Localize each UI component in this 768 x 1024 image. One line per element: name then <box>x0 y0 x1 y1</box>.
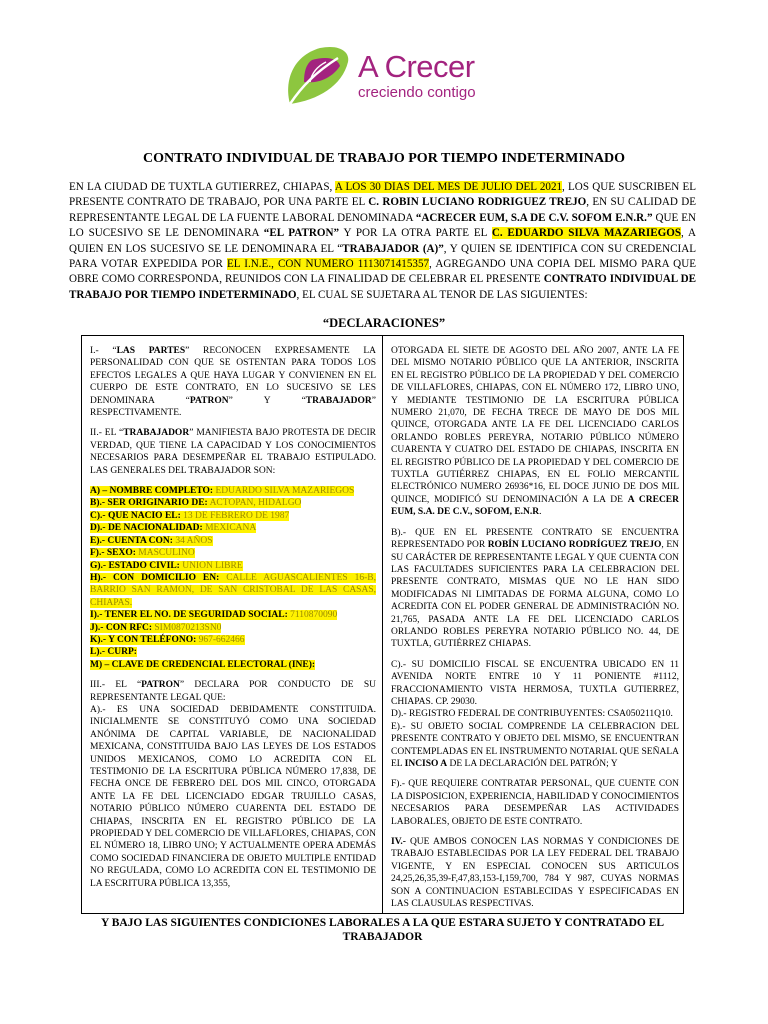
text: ” MANIFIESTA BAJO PROTESTA DE DECIR VERDAD, QUE TIENE LA CAPACIDAD Y LOS CONOCIMIENTOS NECESARIOS PARA DESEMPEÑAR EL TRABAJO ESTIPULADO. LAS GENERALES DEL TRABAJADOR SON: <box>90 428 376 476</box>
employee-general-item <box>90 572 376 609</box>
general-value: EDUARDO SILVA MAZARIEGOS <box>213 486 355 497</box>
contract-type: CONTRATO INDIVIDUAL DE TRABAJO POR TIEMPO INDETERMINADO <box>69 273 696 301</box>
text: OTORGADA EL SIETE DE AGOSTO DEL AÑO 2007, ANTE LA FE DEL MISMO NOTARIO PÚBLICO QUE LA ANTERIOR, INSCRITA EN EL REGISTRO PÚBLICO DE LA PROPIEDAD Y DEL COMERCIO DE VILLAFLORES, CHIAPAS, CON EL NÚMERO 172, LIBRO UNO, Y MEDIANTE TESTIMONIO DE LA ESCRITURA PÚBLICA NUMERO 21,070, DE FECHA TRECE DE MAYO DE DOS MIL QUINCE, OTORGADA ANTE LA FE DEL LICENCIADO CARLOS ORLANDO ROBLES PEREYRA, NOTARIO PÚBLICO NÚMERO CUARENTA Y CUATRO DEL ESTADO DE CHIAPAS, INSCRITA EN EL REGISTRO PÚBLICO DE LA PROPIEDAD Y DEL COMERCIO DE TUXTLA GUTIÉRREZ CHIAPAS, EN EL FOLIO MERCANTIL ELECTRÓNICO NUMERO 26936*16, EL DOCE JUNIO DE DOS MIL QUINCE, MODIFICÓ SU DENOMINACIÓN A LA DE <box>391 346 679 505</box>
general-label: J).- CON RFC: <box>90 622 153 633</box>
declarations-right-column <box>383 336 685 913</box>
employee-general-item <box>90 485 376 497</box>
text: A).- ES UNA SOCIEDAD DEBIDAMENTE CONSTITUIDA. INICIALMENTE SE CONSTITUYÓ COMO UNA SOCIEDAD ANÓNIMA DE CAPITAL VARIABLE, DE NACIONALIDAD MEXICANA, CONSTITUIDA BAJO LAS LEYES DE LOS ESTADOS UNIDOS MEXICANOS, COMO LO ACREDITA CON EL TESTIMONIO DE LA ESCRITURA PÚBLICA NÚMERO 17,838, DE FECHA ONCE DE FEBRERO DEL DOS MIL CINCO, OTORGADA ANTE LA FE DEL LICENCIADO EDGAR TRUJILLO CASAS, NOTARIO PÚBLICO NÚMERO CUARENTA DEL ESTADO DE CHIAPAS, INSCRITA EN EL REGISTRO PÚBLICO DE LA PROPIEDAD Y DEL COMERCIO DE VILLAFLORES, CHIAPAS, CON EL NÚMERO 18, LIBRO UNO; Y ACTUALMENTE OPERA ADEMÁS COMO SOCIEDAD FINANCIERA DE OBJETO MULTIPLE ENTIDAD NO REGULADA, COMO LO ACREDITA CON EL TESTIMONIO DE LA ESCRITURA PÚBLICA 13,355, <box>90 704 376 889</box>
text: II.- EL “ <box>90 428 124 439</box>
text: B).- QUE EN EL PRESENTE CONTRATO SE ENCUENTRA REPRESENTADO POR <box>391 527 679 551</box>
declarations-left-column <box>82 336 383 913</box>
employee-general-item <box>90 547 376 559</box>
declaration-iii-f: F).- QUE REQUIERE CONTRATAR PERSONAL, QUE CUENTE CON LA DISPOSICION, EXPERIENCIA, HABILIDAD Y CONOCIMIENTOS NECESARIOS PARA DESEMPEÑAR LAS ACTIVIDADES LABORALES, OBJETO DE ESTE CONTRATO. <box>391 779 679 827</box>
general-label: F).- SEXO: <box>90 548 136 559</box>
intro-text: , AGREGANDO UNA COPIA DEL MISMO PARA QUE OBRE COMO CORRESPONDA, REUNIDOS CON LA FINALIDAD DE CELEBRAR EL PRESENTE <box>69 258 696 286</box>
general-label: E).- CUENTA CON: <box>90 535 173 546</box>
general-value: UNION LIBRE <box>179 560 243 571</box>
patron-term: “EL PATRON” <box>263 227 340 240</box>
bold-term: LAS PARTES <box>116 346 186 356</box>
general-label: K).- Y CON TELÉFONO: <box>90 634 197 645</box>
text: ” RECONOCEN EXPRESAMENTE LA PERSONALIDAD CON QUE SE OSTENTAN PARA TODOS LOS EFECTOS LEGALES A QUE HAYA LUGAR Y CONVIENEN EN EL CUERPO DE ESTE CONTRATO, EN LO SUCESIVO SE LES DENOMINARA “ <box>90 346 377 406</box>
leaf-logo-icon <box>282 42 352 114</box>
declarations-heading: “DECLARACIONES” <box>322 316 446 330</box>
text: III.- EL “ <box>90 680 142 691</box>
declaration-iii-b <box>391 527 679 651</box>
declaration-iii-continued <box>391 345 679 519</box>
general-value: MASCULINO <box>135 548 195 559</box>
intro-paragraph <box>69 180 696 303</box>
employee-general-item <box>90 634 376 646</box>
bold-term: PATRON <box>141 680 180 691</box>
declaration-iii-c: C).- SU DOMICILIO FISCAL SE ENCUENTRA UBICADO EN 11 AVENIDA NORTE ENTRE 10 Y 11 PONIENTE #1112, FRACCIONAMIENTO VISTA HERMOSA, TUXTLA GUTIERREZ, CHIAPAS. CP. 29030. <box>391 659 679 707</box>
employee-general-item <box>90 646 376 658</box>
ine-number: EL I.N.E., CON NUMERO 1113071415357 <box>227 258 430 271</box>
trabajador-term: TRABAJADOR (A)” <box>342 242 444 255</box>
general-value: 34 AÑOS <box>172 535 213 546</box>
company-logo <box>282 42 492 114</box>
bold-term: IV.- <box>391 837 406 848</box>
text: QUE AMBOS CONOCEN LAS NORMAS Y CONDICIONES DE TRABAJO ESTABLECIDAS POR LA LEY FEDERAL DEL TRABAJO VIGENTE, Y EN ESPECIAL CONOCEN SUS ARTICULOS 24,25,26,35,39-F,47,83,153-I,159,700, 784 Y 987, CUYAS NORMAS SON A CONTINUACION ESTABLECIDAS Y ESPECIFICADAS EN LAS CLAUSULAS RESPECTIVAS. <box>391 837 679 910</box>
intro-text: , LOS QUE SUSCRIBEN EL PRESENTE CONTRATO DE TRABAJO, POR UNA PARTE EL <box>69 181 696 209</box>
document-title: CONTRATO INDIVIDUAL DE TRABAJO POR TIEMPO INDETERMINADO <box>142 151 626 166</box>
bold-term: ROBÍN LUCIANO RODRÍGUEZ TREJO <box>487 540 662 551</box>
general-label: L).- CURP: <box>90 647 137 658</box>
general-value: MEXICANA <box>202 523 257 534</box>
logo-name: A Crecer <box>358 49 475 84</box>
bold-term: INCISO A <box>404 759 448 769</box>
intro-text: QUE EN LO SUCESIVO SE LE DENOMINARA <box>69 211 696 240</box>
logo-text <box>358 50 476 101</box>
employee-general-item <box>90 497 376 509</box>
bold-term: A CRECER EUM, S.A. DE C.V., SOFOM, E.N.R <box>391 494 679 518</box>
employee-general-item <box>90 609 376 621</box>
general-value: ACTOPAN, HIDALGO <box>207 498 302 509</box>
intro-text: , Y QUIEN SE IDENTIFICA CON SU CREDENCIAL PARA VOTAR EXPEDIDA POR <box>69 242 696 271</box>
employee-general-item <box>90 535 376 547</box>
employee-general-item <box>90 522 376 534</box>
text: ” RESPECTIVAMENTE. <box>90 395 376 419</box>
declaration-i <box>90 345 376 419</box>
declarations-box <box>81 335 684 914</box>
intro-text: Y POR LA OTRA PARTE EL <box>339 227 492 240</box>
employee-name: C. EDUARDO SILVA MAZARIEGOS <box>491 227 682 240</box>
general-label: G).- ESTADO CIVIL: <box>90 560 180 571</box>
employee-generals-list <box>90 485 376 671</box>
intro-text: EN LA CIUDAD DE TUXTLA GUTIERREZ, CHIAPAS, <box>69 181 335 193</box>
text: ” Y “ <box>228 395 306 406</box>
general-value: CALLE AGUASCALIENTES 16-B, BARRIO SAN RAMON, DE SAN CRISTOBAL DE LAS CASAS, CHIAPAS. <box>90 572 376 608</box>
general-label: H).- CON DOMICILIO EN: <box>90 572 220 583</box>
employee-general-item <box>90 560 376 572</box>
bold-term: TRABAJADOR <box>305 395 372 406</box>
employee-general-item <box>90 659 376 671</box>
general-label: M) – CLAVE DE CREDENCIAL ELECTORAL (INE): <box>90 659 316 670</box>
company-name: “ACRECER EUM, S.A DE C.V. SOFOM E.N.R.” <box>415 211 653 224</box>
intro-text: , EL CUAL SE SUJETARA AL TENOR DE LAS SIGUIENTES: <box>296 288 588 301</box>
general-label: B).- SER ORIGINARIO DE: <box>90 498 208 509</box>
bold-term: PATRON <box>189 395 229 406</box>
declaration-iii-d: D).- REGISTRO FEDERAL DE CONTRIBUYENTES: CSA050211Q10. <box>391 709 673 720</box>
general-label: D).- DE NACIONALIDAD: <box>90 523 203 534</box>
contract-date: A LOS 30 DIAS DEL MES DE JULIO DEL 2021 <box>334 181 563 193</box>
text: E).- SU OBJETO SOCIAL COMPRENDE LA CELEBRACION DEL PRESENTE CONTRATO Y OBJETO DEL MISMO, SE ENCUENTRAN CONTEMPLADAS EN EL INSTRUMENTO NOTARIAL QUE SEÑALA EL <box>391 721 679 769</box>
declaration-iii <box>90 679 376 890</box>
employee-general-item <box>90 510 376 522</box>
text: I.- “ <box>90 346 117 356</box>
text: DE LA DECLARACIÓN DEL PATRÓN; Y <box>447 759 618 769</box>
intro-text: , EN SU CALIDAD DE REPRESENTANTE LEGAL DE LA FUENTE LABORAL DENOMINADA <box>69 196 696 224</box>
general-label: C).- QUE NACIO EL: <box>90 510 181 521</box>
logo-tagline: creciendo contigo <box>358 84 476 101</box>
closing-heading: Y BAJO LAS SIGUIENTES CONDICIONES LABORALES A LA QUE ESTARA SUJETO Y CONTRATADO EL TRABAJADOR <box>100 917 665 943</box>
general-value: 967-662466 <box>196 634 245 645</box>
representative-name: C. ROBIN LUCIANO RODRIGUEZ TREJO <box>368 196 587 209</box>
general-value: SIM0870213SN0 <box>152 622 222 633</box>
intro-text: , A QUIEN EN LOS SUCESIVO SE LE DENOMINARA EL “ <box>69 227 697 255</box>
employee-general-item <box>90 622 376 634</box>
declaration-iii-e <box>391 721 679 771</box>
general-label: A) – NOMBRE COMPLETO: <box>90 486 214 497</box>
declaration-iv <box>391 836 679 910</box>
general-value: 7110870090 <box>287 610 338 621</box>
general-label: I).- TENER EL NO. DE SEGURIDAD SOCIAL: <box>90 610 288 621</box>
text: . <box>539 507 542 518</box>
text: ” DECLARA POR CONDUCTO DE SU REPRESENTANTE LEGAL QUE: <box>90 680 376 703</box>
bold-term: TRABAJADOR <box>123 428 190 439</box>
general-value: 13 DE FEBRERO DE 1987 <box>180 510 290 521</box>
declaration-ii <box>90 427 376 477</box>
text: , EN SU CARÁCTER DE REPRESENTANTE LEGAL Y QUE CUENTA CON LAS FACULTADES SUFICIENTES PARA LA CELEBRACION DEL PRESENTE CONTRATO, MISMAS QUE NO LE HAN SIDO MODIFICADAS NI LIMITADAS DE FORMA ALGUNA, COMO LO ACREDITA CON EL PODER GENERAL DE ADMINISTRACIÓN NO. 21,765, PASADA ANTE LA FE DEL LICENCIADO CARLOS ORLANDO ROBLES PEREYRA NOTARIO PÚBLICO NO. 44, DE TUXTLA, GUTIÉRREZ CHIAPAS. <box>391 540 679 650</box>
